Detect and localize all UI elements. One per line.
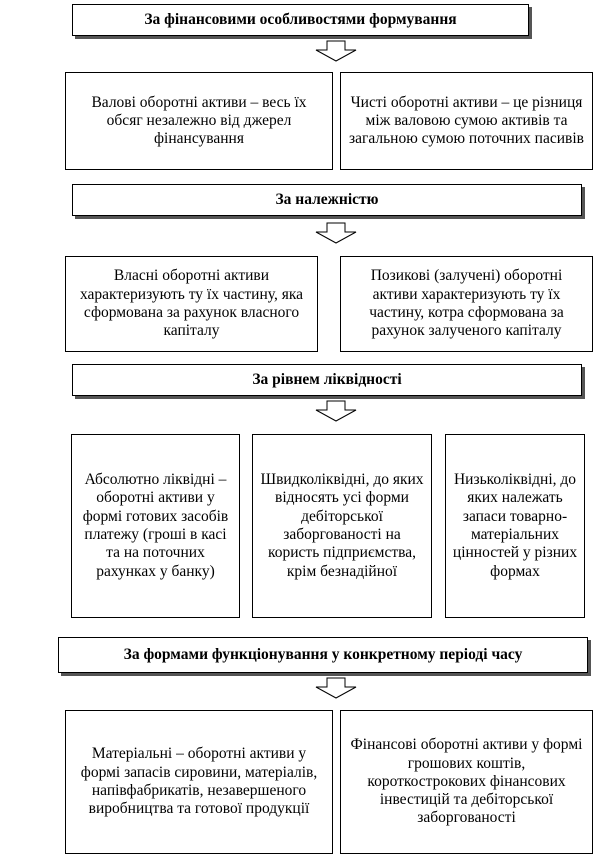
- box-financial-assets: Фінансові оборотні активи у формі грошових коштів, короткострокових фінансових інвестицій та дебіторської заборгованості: [340, 710, 593, 854]
- header-functioning-forms: [58, 637, 588, 673]
- box-gross-current-assets: Валові оборотні активи – весь їх обсяг незалежно від джерел фінансування: [65, 72, 333, 170]
- header-label: За належністю: [275, 190, 379, 208]
- header-label: За фінансовими особливостями формування: [144, 10, 457, 28]
- down-arrow-icon: [314, 222, 358, 244]
- box-low-liquid: Низьколіквідні, до яких належать запаси товарно-матеріальних цінностей у різних формах: [445, 434, 585, 618]
- down-arrow-icon: [314, 400, 358, 422]
- box-net-current-assets: Чисті оборотні активи – це різниця між валовою сумою активів та загальною сумою поточних пасивів: [340, 72, 593, 170]
- header-ownership: [72, 184, 582, 216]
- down-arrow-icon: [314, 40, 358, 62]
- header-liquidity-level: [72, 364, 582, 396]
- box-own-current-assets: Власні оборотні активи характеризують ту їх частину, яка сформована за рахунок власного капіталу: [65, 256, 318, 352]
- box-material-assets: Матеріальні – оборотні активи у формі запасів сировини, матеріалів, напівфабрикатів, незавершеного виробництва та готової продукції: [65, 710, 333, 854]
- header-label: За формами функціонування у конкретному періоді часу: [123, 645, 523, 663]
- box-absolute-liquid: Абсолютно ліквідні – оборотні активи у формі готових засобів платежу (гроші в касі та на поточних рахунках у банку): [71, 434, 240, 618]
- down-arrow-icon: [314, 677, 358, 699]
- box-borrowed-current-assets: Позикові (залучені) оборотні активи характеризують ту їх частину, котра сформована за рахунок залученого капіталу: [340, 256, 593, 352]
- box-quick-liquid: Швидколіквідні, до яких відносять усі форми дебіторської заборгованості на користь підприємства, крім безнадійної: [252, 434, 432, 618]
- header-label: За рівнем ліквідності: [252, 370, 402, 388]
- header-financial-features: [72, 4, 529, 36]
